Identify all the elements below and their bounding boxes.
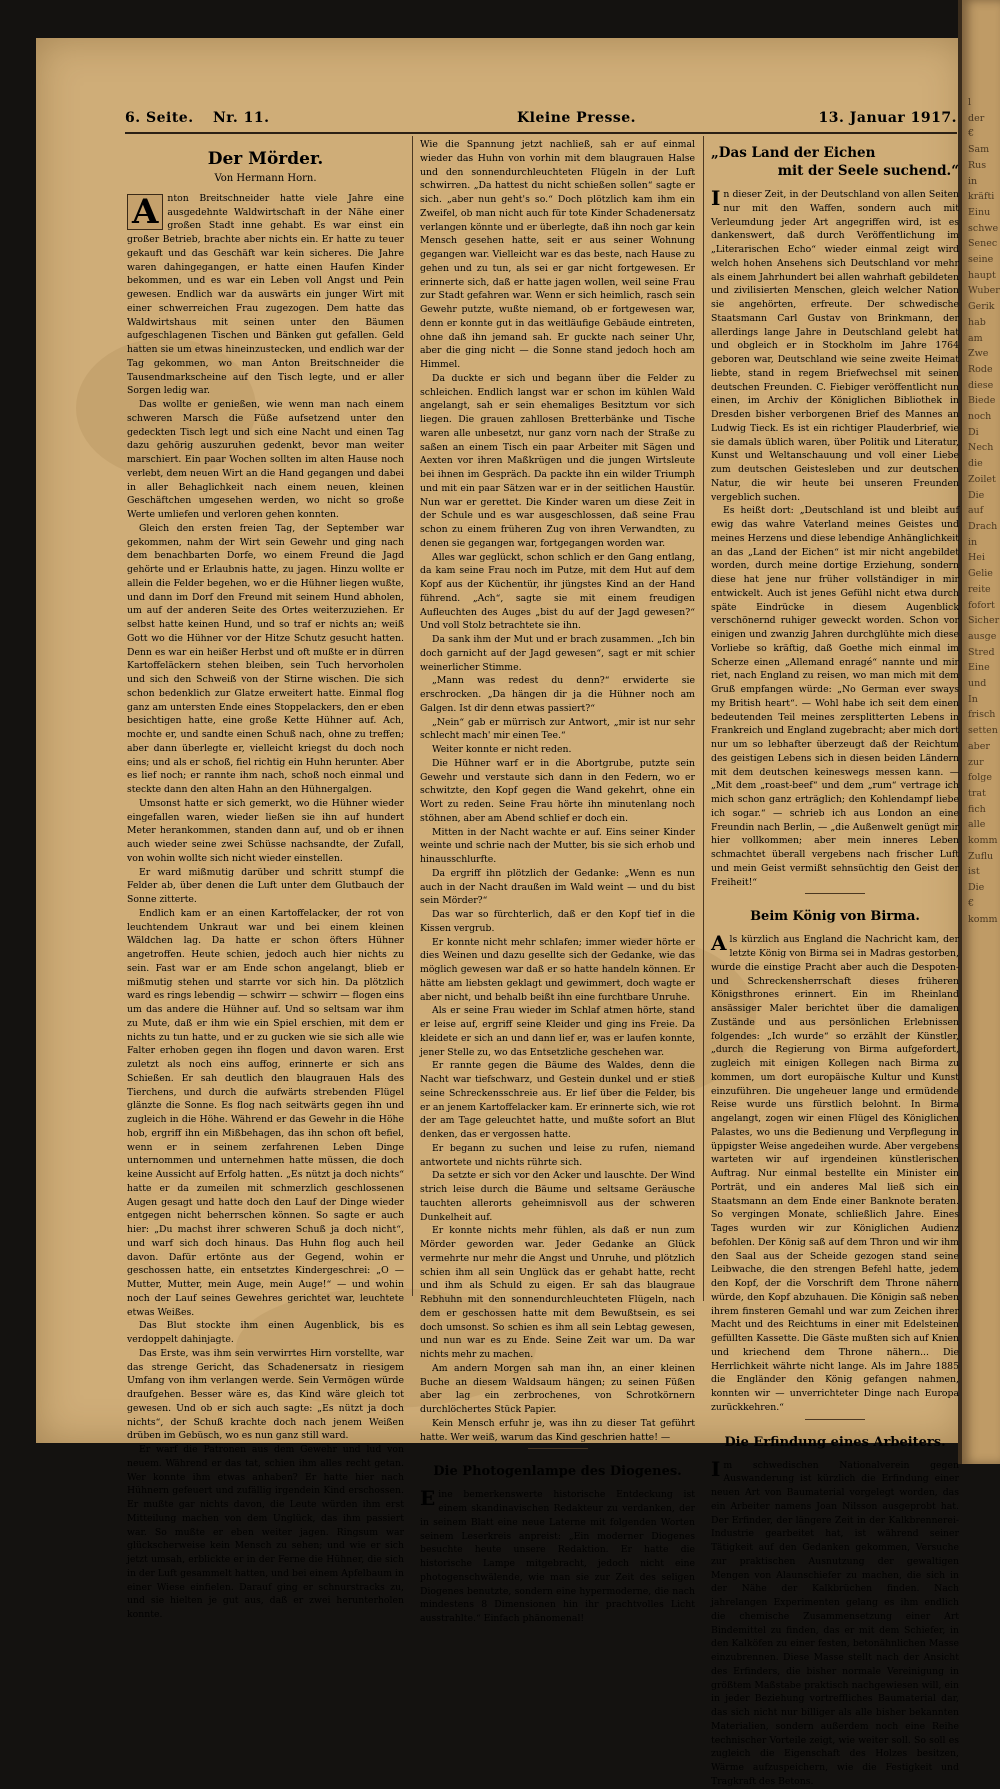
newspaper-name: Kleine Presse. [517, 110, 637, 126]
paragraph: Wie die Spannung jetzt nachließ, sah er auf einmal wieder das Huhn von vorhin mit dem blaugrauen Halse und den sonnendurchleuchteten Flügeln in der Luft schwirren. „Da hattest du nicht schießen sollen“ sagte er sich. „aber nun geht's so.“ Doch plötzlich kam ihm ein Zweifel, ob man nicht auch für tote Kinder Schadenersatz verlangen könnte und er überlegte, daß ihn noch gar kein Mensch gesehen hatte, seit er aus seiner Wohnung gegangen war. Vielleicht war es das beste, nach Hause zu gehen und zu tun, als sei er gar nicht fortgewesen. Er erinnerte sich, daß er hatte jagen wollen, weil seine Frau zur Stadt gefahren war. Wenn er sich heimlich, rasch sein Gewehr putzte, wußte niemand, ob er fortgewesen war, denn er konnte gut in das weitläufige Gebäude eintreten, ohne daß ihn jemand sah. Er guckte nach seiner Uhr, aber die ging nicht — die Sonne stand jedoch hoch am Himmel. [420, 139, 695, 370]
issue-number: Nr. 11. [213, 110, 270, 126]
article-title-erfindung-arbeiter: Die Erfindung eines Arbeiters. [724, 1434, 946, 1450]
drop-cap: I [711, 186, 721, 210]
paragraph: Das wollte er genießen, wie wenn man nach einem schweren Marsch die Füße aufsetzend unter den gedeckten Tisch legt und sich eine Nacht und einen Tag dazu gehörig auszuruhen gedenkt, bevor man weiter marschiert. Ein paar Wochen sollten im alten Hause noch verlebt, dem neuen Wirt an die Hand gegangen und dabei in aller Behaglichkeit nach einem neuen, kleinen Geschäftchen umgesehen werden, wo nicht so große Werte umliefen und verloren gehen konnten. [127, 399, 404, 520]
column-3 [711, 138, 959, 1787]
column-rule [412, 136, 413, 1296]
paragraph: Da sank ihm der Mut und er brach zusammen. „Ich bin doch garnicht auf der Jagd gewesen“, sagt er mit schier weinerlicher Stimme. [420, 634, 695, 673]
article-title-land-der-eichen: „Das Land der Eichen [711, 145, 876, 161]
paragraph: Gleich den ersten freien Tag, der September war gekommen, nahm der Wirt sein Gewehr und ging nach dem benachbarten Dorfe, wo einem Freund die Jagd gehörte und er Erlaubnis hatte, zu jagen. Hinzu wollte er allein die Felder begehen, wo er die Hühner liegen wußte, und dann im Dorf den Freund mit seinem Hund abholen, um auf der anderen Seite des Ortes weiterzuziehen. Er selbst hatte keinen Hund, und so traf er nichts an; weiß Gott wo die Hühner vor der Hitze Schutz gesucht hatten. Denn es war ein heißer Herbst und oft mußte er in dürren Kartoffeläckern stehen bleiben, sein Tuch hervorholen und sich den Schweiß von der Stirne wischen. Die sich schon bedenklich zur Glatze erweitert hatte. Einmal flog ganz am untersten Ende eines Stoppelackers, den er eben besichtigen hatte, eine große Kette Hühner auf. Ach, mochte er, und sandte einen Schuß nach, ohne zu treffen; aber dann überlegte er, vielleicht kriegst du doch noch eins; und als er schoß, fiel richtig ein Huhn herunter. Aber es lief noch; er rannte ihm nach, schoß noch einmal und steckte dann den alten Hahn an den Hühnergalgen. [127, 522, 404, 795]
paragraph: Alles war geglückt, schon schlich er den Gang entlang, da kam seine Frau noch im Putze, mit dem Hut auf dem Kopf aus der Küchentür, ihr jüngstes Kind an der Hand führend. „Ach“, sagte sie mit einem freudigen Aufleuchten des Auges „bist du auf der Jagd gewesen?“ Und voll Stolz betrachtete sie ihn. [420, 551, 695, 632]
paragraph: Die Hühner warf er in die Abortgrube, putzte sein Gewehr und verstaute sich dann in den Federn, wo er schwitzte, den Kopf gegen die Wand gekehrt, ohne ein Wort zu reden. Seine Frau hörte ihn minutenlang noch stöhnen, aber am Abend schlief er doch ein. [420, 757, 695, 824]
paragraph: Am andern Morgen sah man ihn, an einer kleinen Buche an diesem Waldsaum hängen; zu seinen Füßen aber lag ein zerbrochenes, von Schrotkörnern durchlöchertes Stück Papier. [420, 1362, 695, 1415]
paragraph: Er konnte nicht mehr schlafen; immer wieder hörte er dies Weinen und dazu gesellte sich der Gedanke, wie das möglich gewesen war daß er so hatte handeln können. Er hätte am liebsten geklagt und gewimmert, doch wagte er aber nicht, und behalb beißt ihn eine furchtbare Unruhe. [420, 936, 695, 1003]
column-1 [127, 138, 404, 1620]
paragraph: n dieser Zeit, in der Deutschland von allen Seiten nur mit den Waffen, sondern auch mit Verleumdung jeder Art angegriffen wird, ist es dankenswert, daß durch Veröffentlichung im „Literarischen Echo“ wieder einmal zeigt wird welch hohen Ansehens sich Deutschland vor mehr als einem Jahrhundert bei allen wahrhaft gebildeten und zivilisierten Menschen, gleich welcher Nation sie angehörten, erfreute. Der schwedische Staatsmann Carl Gustav von Brinkmann, der allerdings lange Jahre in Deutschland gelebt hat und obgleich er in Stockholm im Jahre 1764 geboren war, Deutschland wie seine zweite Heimat liebte, stand in regem Briefwechsel mit seinen deutschen Freunden. C. Fiebiger veröffentlicht nun einen, im Archiv der Königlichen Bibliothek in Dresden bisher verborgenen Brief des Mannes an Ludwig Tieck. Es ist ein richtiger Plauderbrief, wie sie damals üblich waren, über Politik und Literatur, Kunst und Weltanschauung und voll einer Liebe zum deutschen Geistesleben und zur deutschen Natur, die wir heute bei unseren Freunden vergeblich suchen. [711, 189, 959, 503]
paragraph: „Nein“ gab er mürrisch zur Antwort, „mir ist nur sehr schlecht mach' mir einen Tee.“ [420, 716, 695, 742]
drop-cap: I [711, 1456, 721, 1481]
drop-cap: A [127, 194, 163, 230]
paragraph: Das war so fürchterlich, daß er den Kopf tief in die Kissen vergrub. [420, 909, 695, 934]
section-divider [805, 893, 865, 894]
paragraph: Als er seine Frau wieder im Schlaf atmen hörte, stand er leise auf, ergriff seine Kleider und ging ins Freie. Da kleidete er sich an und dann lief er, was er laufen konnte, jener Stelle zu, wo das Entsetzliche geschehen war. [420, 1005, 695, 1058]
paragraph: Da duckte er sich und begann über die Felder zu schleichen. Endlich langst war er schon im kühlen Wald angelangt, sah er sein ehemaliges Besitztum vor sich liegen. Die grauen zahllosen Bretterbänke und Tische waren alle unbesetzt, nur ganz vorn nach der Straße zu saßen an einem Tisch ein paar Arbeiter mit Sägen und Aexten vor ihren Maßkrügen und die jungen Wirtsleute bei ihnen im Gespräch. Da packte ihn ein wilder Triumph und mit ein paar Sätzen war er in der seitlichen Haustür. Nun war er gerettet. Die Kinder waren um diese Zeit in der Schule und es war ausgeschlossen, daß seine Frau schon zu einem früheren Zug von ihren Verwandten, zu denen sie gegangen war, fortgegangen worden war. [420, 372, 695, 549]
paragraph: Kein Mensch erfuhr je, was ihn zu dieser Tat geführt hatte. Wer weiß, warum das Kind geschrien hatte! — [420, 1417, 695, 1443]
page-header [125, 110, 957, 132]
article-byline: Von Hermann Horn. [214, 173, 317, 184]
paragraph: Umsonst hatte er sich gemerkt, wo die Hühner wieder eingefallen waren, wieder ließen sie ihn auf hundert Meter herankommen, standen dann auf, und ob er ihnen auch wieder seine zwei Schüsse nachsandte, der Zufall, von wohin wollte sich nicht wieder einstellen. [127, 797, 404, 864]
paragraph: Weiter konnte er nicht reden. [432, 744, 572, 755]
paragraph: ine bemerkenswerte historische Entdeckung ist einem skandinavischen Redakteur zu verdanken, der in seinem Blatt eine neue Laterne mit folgenden Worten seinem Leserkreis anpreist: „Ein moderner Diogenes besuchte heute unsere Redaktion. Er hatte die historische Lampe mitgebracht, jedoch nicht eine photogenschwälende, wie man sie zur Zeit des seligen Diogenes benutzte, sondern eine hypermoderne, die nach mindestens 8 Dimensionen hin ihr prachtvolles Licht ausstrahlte.“ Einfach phänomenal! [420, 1489, 695, 1624]
paragraph: nton Breitschneider hatte viele Jahre eine ausgedehnte Waldwirtschaft in der Nähe einer großen Stadt inne gehabt. Es war einst ein großer Betrieb, brachte aber nichts ein. Er hatte zu teuer gekauft und das Geschäft war kein sicheres. Die Jahre waren dahingegangen, er hatte einen Haufen Kinder bekommen, und es war ein Leben voll Angst und Pein gewesen. Endlich war da auswärts ein junger Wirt mit einer schwerreichen Frau zugezogen. Dem hatte das Waldwirtshaus mit seinen unter den Bäumen aufgeschlagenen Tischen und Bänken gut gefallen. Geld hatten sie um etwas hineinzustecken, und endlich war der Tag gekommen, wo man Anton Breitschneider die Tausendmarkscheine auf den Tisch legte, und er aller Sorgen ledig war. [127, 192, 404, 397]
paragraph: Er ward mißmutig darüber und schritt stumpf die Felder ab, über denen die Luft unter dem Glutbauch der Sonne zitterte. [127, 866, 404, 905]
paragraph: Endlich kam er an einen Kartoffelacker, der rot von leuchtendem Unkraut war und bei einem kleinen Wäldchen lag. Da hatte er schon öfters Hühner angetroffen. Heute schien, jedoch auch hier nichts zu sein. Fast war er am Ende schon angelangt, blieb er mißmutig stehen und starrte vor sich hin. Da plötzlich ward es rings lebendig — schwirr — schwirr — flogen eins um das andere die Hühner auf. Und so seltsam war ihm zu Mute, daß er ihm wie ein Spiel erschien, mit dem er nichts zu tun hatte, und er zu gucken wie sie sich alle wie Falter erhoben gegen ihn flogen und davon waren. Erst zuletzt als noch eins auffog, erinnerte er sich ans Schießen. Er sah deutlich den blaugrauen Hals des Tierchens, und durch die aufwärts strebenden Flügel glänzte die Sonne. Es flog nach seitwärts gegen ihn und zugleich in die Höhe. Während er das Gewehr in die Höhe hob, ergriff ihn ein Mißbehagen, das ihn schon oft befiel, wenn er in seinem zerfahrenen Leben Dinge unternommen und unternehmen hatte müssen, die doch keine Aussicht auf Erfolg hatten. „Es nützt ja doch nichts“ hatte er da zumeilen mit schmerzlich geschlossenen Augen gesagt und hatte doch den Lauf der Dinge wieder entgegen nicht beherrschen können. So sagte er auch hier: „Du machst ihrer schweren Schuß ja doch nicht“, und warf sich doch hinaus. Das Huhn flog auch heil davon. Dafür ertönte aus der Gegend, wohin er geschossen hatte, ein entsetztes Kindergeschrei: „O — Mutter, Mutter, mein Auge, mein Auge!“ — und wohin noch der Lauf seines Gewehres gerichtet war, leuchtete etwas Weißes. [127, 907, 404, 1318]
paragraph: Es heißt dort: „Deutschland ist und bleibt auf ewig das wahre Vaterland meines Geistes und meines Herzens und diese lebendige Anhänglichkeit an das „Land der Eichen“ ist mir nicht angebildet worden, durch meine dortige Erziehung, sondern diese hat jene nur früher vollständiger in mir entwickelt. Auch ist jenes Gefühl nicht etwa durch späte Eindrücke in diesem Augenblick verschönernd ruhiger geweckt worden. Schon vor einigen und zwanzig Jahren durchglühte mich diese Vorliebe so kräftig, daß Goethe mich einmal im Scherze einen „Allemand enragé“ nannte und mir riet, nach England zu reisen, wo man mich mit dem Gruß empfangen würde: „No German ever sways my British heart“. — Wohl habe ich seit dem einen bedeutenden Teil meines zersplitterten Lebens in Frankreich und England zugebracht; aber mich dort nur um so lebhafter überzeugt daß der Reichtum des geistigen Lebens sich in diesen beiden Ländern mit dem deutschen keineswegs messen kann. — „Mit dem „roast-beef“ und dem „rum“ vertrage ich mich schon ganz erträglich; den Kohlendampf liebe ich sogar.“ — schrieb ich aus London an eine Freundin nach Berlin, — „die Außenwelt genügt mir hier vollkommen; aber mein inneres Leben schmachtet überall vergebens nach frischer Luft und mein Geist vermißt sehnsüchtig den Geist der Freiheit!“ [711, 505, 959, 888]
article-title-photogenlampe: Die Photogenlampe des Diogenes. [433, 1464, 682, 1480]
paragraph: m schwedischen Nationalverein gegen Auswanderung ist kürzlich die Erfindung einer neuen Art von Baumaterial vorgelegt worden, das ein Arbeiter namens Joan Nilsson ausgeprobt hat. Der Erfinder, der längere Zeit in der Kalkbrennerei-Industrie gearbeitet hat, ist während seiner Tätigkeit auf den Gedanken gekommen, Versuche zur praktischen Ausnutzung der gewaltigen Mengen von Alaunschiefer zu machen, die sich in der Nähe der Kalkbrüchen finden. Nach jahrelangen Experimenten gelang es ihm endlich die chemische Zusammensetzung einer Art Bindemittel zu finden, das er mit dem Schiefer, in den Kalköfen zu einer festen, betonähnlichen Masse einzubrennen. Diese Masse stellt nach der Ansicht des Erfinders, die bisher normale Vereinigung in größtem Maßstabe praktisch nachgewiesen will, ein in jeder Beziehung vortreffliches Baumaterial dar, das sich nicht nur billiger als alle bisher bekannten Materialien, sondern außerdem noch eine Reihe technischer Vorteile zeigt, wie weiter soll. So soll es zugleich die Eigenschaft des Holzes besitzen, Wärme aufzuspeichern, wie die Festigkeit und Tragkraft des Betons. [711, 1459, 959, 1787]
article-title-koenig-von-birma: Beim König von Birma. [750, 909, 920, 925]
section-divider [528, 1448, 588, 1449]
page-number: 6. Seite. [125, 110, 194, 126]
column-rule [703, 136, 704, 1301]
adjacent-page-text: l der € Sam Rus in kräfti Einu schwe Senec seine haupt Wuber Gerik hab am Zwe Rode diese Biede noch Di Nech die Zoilet Die auf Drach in Hei Gelie reite fofort Sicher ausge Stred Eine und In frisch setten aber zur folge trat fich alle komm Zuflu ist Die € komm [968, 97, 1000, 925]
paragraph: Da ergriff ihn plötzlich der Gedanke: „Wenn es nun auch in der Nacht draußen im Wald weint — und du bist sein Mörder?“ [420, 867, 695, 907]
column-2 [420, 138, 695, 1624]
issue-date: 13. Januar 1917. [818, 110, 957, 126]
paragraph: Da setzte er sich vor den Acker und lauschte. Der Wind strich leise durch die Bäume und seltsame Geräusche tauchten allerorts geheimnisvoll aus der schweren Dunkelheit auf. [420, 1170, 695, 1223]
paragraph: Er begann zu suchen und leise zu rufen, niemand antwortete und nichts rührte sich. [420, 1142, 695, 1168]
paragraph: Mitten in der Nacht wachte er auf. Eins seiner Kinder weinte und schrie nach der Mutter, bis sie sich erhob und hinausschlurfte. [420, 826, 695, 865]
paragraph: Er konnte nichts mehr fühlen, als daß er nun zum Mörder geworden war. Jeder Gedanke an Glück vermehrte nur mehr die Angst und Unruhe, und plötzlich schien ihm all sein Unglück das er gehabt hatte, recht und ihm als Schuld zu eigen. Er sah das blaugraue Rebhuhn mit den sonnendurchleuchteten Flügeln, nach dem er geschossen hatte mit dem Bewußtsein, es sei doch umsonst. So schien es ihm all sein Lebtag gewesen, und nun war es zu Ende. Seine Zeit war um. Da war nichts mehr zu machen. [420, 1225, 695, 1360]
paragraph: ls kürzlich aus England die Nachricht kam, der letzte König von Birma sei in Madras gestorben, wurde die einstige Pracht aber auch die Despoten- und Schreckensherrschaft dieses früheren Königsthrones erinnert. Ein im Rheinland ansässiger Maler berichtet über die damaligen Zustände und aus persönlichen Erlebnissen folgendes: „Ich wurde“ so erzählt der Künstler, „durch die Regierung von Birma aufgefordert, zugleich mit einigen Kollegen nach Birma zu kommen, um dort europäische Kultur und Kunst einzuführen. Die ungeheuer lange und ermüdende Reise wurde uns fürstlich belohnt. In Birma angelangt, zogen wir einen Flügel des Königlichen Palastes, wo uns die Bedienung und Verpflegung in üppigster Weise angedeihen wurde. Aber vergebens warteten wir auf irgendeinen künstlerischen Auftrag. Nur einmal bestellte ein Minister ein Porträt, und ein anderes Mal ließ sich ein Staatsmann an dem Ende einer Banknote beraten. So vergingen Monate, schließlich Jahre. Eines Tages wurden wir zur Königlichen Audienz befohlen. Der König saß auf dem Thron und wir ihm den Saal aus der Scheide gezogen stand seine Leibwache, die den strengen Befehl hatte, jedem den Kopf, der die Vorschrift dem Throne nähern würde, den Kopf abzuhauen. Die Königin saß neben ihrem finsteren Gemahl und war zum Zeichen ihrer Macht und des Reichtums in einer mit Edelsteinen gefüllten Kassette. Die Gäste mußten sich auf Knien und kriechend dem Throne nähern... Die Herrlichkeit währte nicht lange. Als im Jahre 1885 die Engländer den König gefangen nahmen, konnten wir — unverrichteter Dinge nach Europa zurückkehren.“ [711, 934, 959, 1413]
drop-cap: A [711, 931, 727, 956]
adjacent-page-edge [962, 0, 1000, 1464]
drop-cap: E [420, 1486, 436, 1511]
article-title-land-der-eichen-line2: mit der Seele suchend.“ [777, 163, 959, 179]
paragraph: „Mann was redest du denn?“ erwiderte sie erschrocken. „Da hängen dir ja die Hühner noch am Galgen. Ist dir denn etwas passiert?“ [420, 675, 695, 714]
paragraph: Er warf die Patronen aus dem Gewehr und lud von neuem. Während er das tat, schien ihm alles recht getan. Wer konnte ihm etwas anhaben? Er hatte hier nach Hühnern gefeuert und zufällig irgendein Kind erschossen. Er mußte gar nichts davon, die Leute würden ihm erst Mitteilung machen von dem Unglück, das ihm passiert war. So mußte er eben weiter jagen. Ringsum war glückscherweise kein Mensch zu sehen; und wie er sich jetzt umsah, erblickte er in der Ferne die Hühner, die sich in der Luft gesammelt hatten, und bei einem Apfelbaum in einer Wiese einfielen. Darauf ging er schnurstracks zu, und sie hielten je gut aus, daß er zwei herunterholen konnte. [127, 1444, 404, 1620]
paragraph: Das Erste, was ihm sein verwirrtes Hirn vorstellte, war das strenge Gericht, das Schadenersatz in riesigem Umfang von ihm verlangen werde. Sein Vermögen würde draufgehen. Besser wäre es, das Kind wäre gleich tot gewesen. Und ob er sich auch sagte: „Es nützt ja doch nichts“, der Schuß krachte doch nach jenem Weißen drüben im Gebüsch, wo es nun ganz still ward. [127, 1347, 404, 1442]
paragraph: Das Blut stockte ihm einen Augenblick, bis es verdoppelt dahinjagte. [127, 1320, 404, 1345]
paragraph: Er rannte gegen die Bäume des Waldes, denn die Nacht war tiefschwarz, und Gestein dunkel und er stieß seine Schreckensschreie aus. Er lief über die Felder, bis er an jenem Kartoffelacker kam. Er erinnerte sich, wie rot der am Tage geleuchtet hatte, und mußte sofort an Blut denken, das er vergossen hatte. [420, 1060, 695, 1140]
article-title-der-moerder: Der Mörder. [207, 149, 324, 169]
header-rule [125, 132, 957, 134]
section-divider [805, 1419, 865, 1420]
